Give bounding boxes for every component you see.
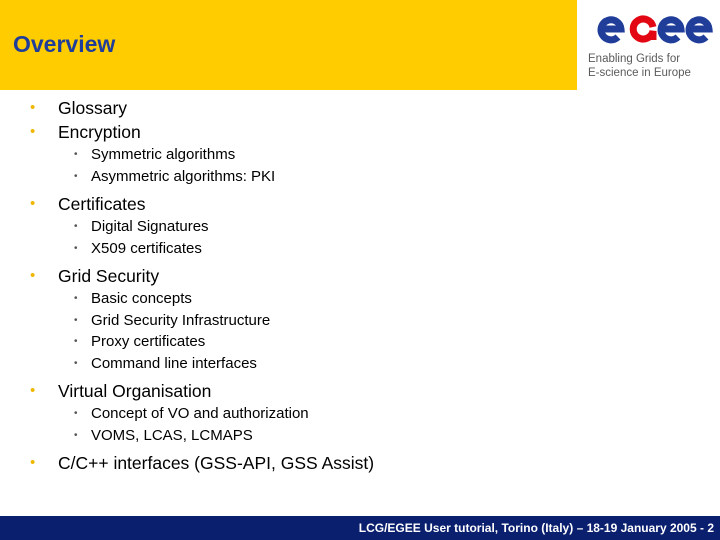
bullet-icon: • <box>74 408 78 419</box>
bullet-icon: • <box>74 357 78 369</box>
bullet-icon: • <box>30 454 36 471</box>
bullet-icon: • <box>74 242 78 254</box>
sub-list-item-label: Asymmetric algorithms: PKI <box>91 167 276 185</box>
bullet-icon: • <box>74 293 78 304</box>
bullet-list <box>30 96 690 475</box>
sub-list-item <box>30 310 690 332</box>
list-item <box>30 379 690 403</box>
sub-list-item <box>30 425 690 447</box>
sub-list-item-label: Concept of VO and authorization <box>91 405 309 422</box>
logo-tagline-1: Enabling Grids for <box>588 53 681 65</box>
sub-list-item <box>30 331 690 353</box>
list-item-label: Virtual Organisation <box>58 381 212 401</box>
sub-list-item <box>30 288 690 310</box>
sub-list-item-label: Command line interfaces <box>91 354 257 372</box>
egee-wordmark-icon <box>597 10 713 48</box>
sub-list-item-label: VOMS, LCAS, LCMAPS <box>91 426 253 444</box>
list-item <box>30 451 690 475</box>
sub-list-item <box>30 144 690 166</box>
bullet-icon: • <box>30 99 36 116</box>
title-bar <box>0 0 577 90</box>
sub-list-item <box>30 216 690 238</box>
footer-bar <box>0 516 720 540</box>
list-item-label: Certificates <box>58 194 146 214</box>
sub-list-item <box>30 166 690 188</box>
sub-list-item-label: Symmetric algorithms <box>91 146 236 163</box>
list-item <box>30 96 690 120</box>
logo-tagline-2: E-science in Europe <box>588 67 691 79</box>
bullet-icon: • <box>74 429 78 441</box>
list-item-label: Glossary <box>58 98 128 118</box>
list-item-label: C/C++ interfaces (GSS-API, GSS Assist) <box>58 453 375 473</box>
sub-list-item <box>30 403 690 425</box>
bullet-icon: • <box>74 170 78 182</box>
bullet-icon: • <box>30 267 36 284</box>
list-item <box>30 264 690 288</box>
sub-list-item <box>30 353 690 375</box>
sub-list-item-label: Proxy certificates <box>91 333 206 350</box>
list-item <box>30 120 690 144</box>
list-item-label: Grid Security <box>58 266 160 286</box>
bullet-icon: • <box>30 382 36 399</box>
bullet-icon: • <box>74 221 78 232</box>
slide-title: Overview <box>13 31 116 57</box>
list-item <box>30 192 690 216</box>
sub-list-item-label: X509 certificates <box>91 239 202 257</box>
sub-list-item-label: Grid Security Infrastructure <box>91 311 271 329</box>
bullet-icon: • <box>74 336 78 347</box>
bullet-icon: • <box>74 314 78 326</box>
bullet-icon: • <box>30 195 36 212</box>
sub-list-item-label: Basic concepts <box>91 290 192 307</box>
bullet-icon: • <box>30 123 36 140</box>
sub-list-item-label: Digital Signatures <box>91 218 209 235</box>
list-item-label: Encryption <box>58 122 141 142</box>
footer-text: LCG/EGEE User tutorial, Torino (Italy) – 18-19 January 2005 - 2 <box>358 521 714 535</box>
egee-logo <box>585 10 715 86</box>
bullet-icon: • <box>74 149 78 160</box>
sub-list-item <box>30 238 690 260</box>
